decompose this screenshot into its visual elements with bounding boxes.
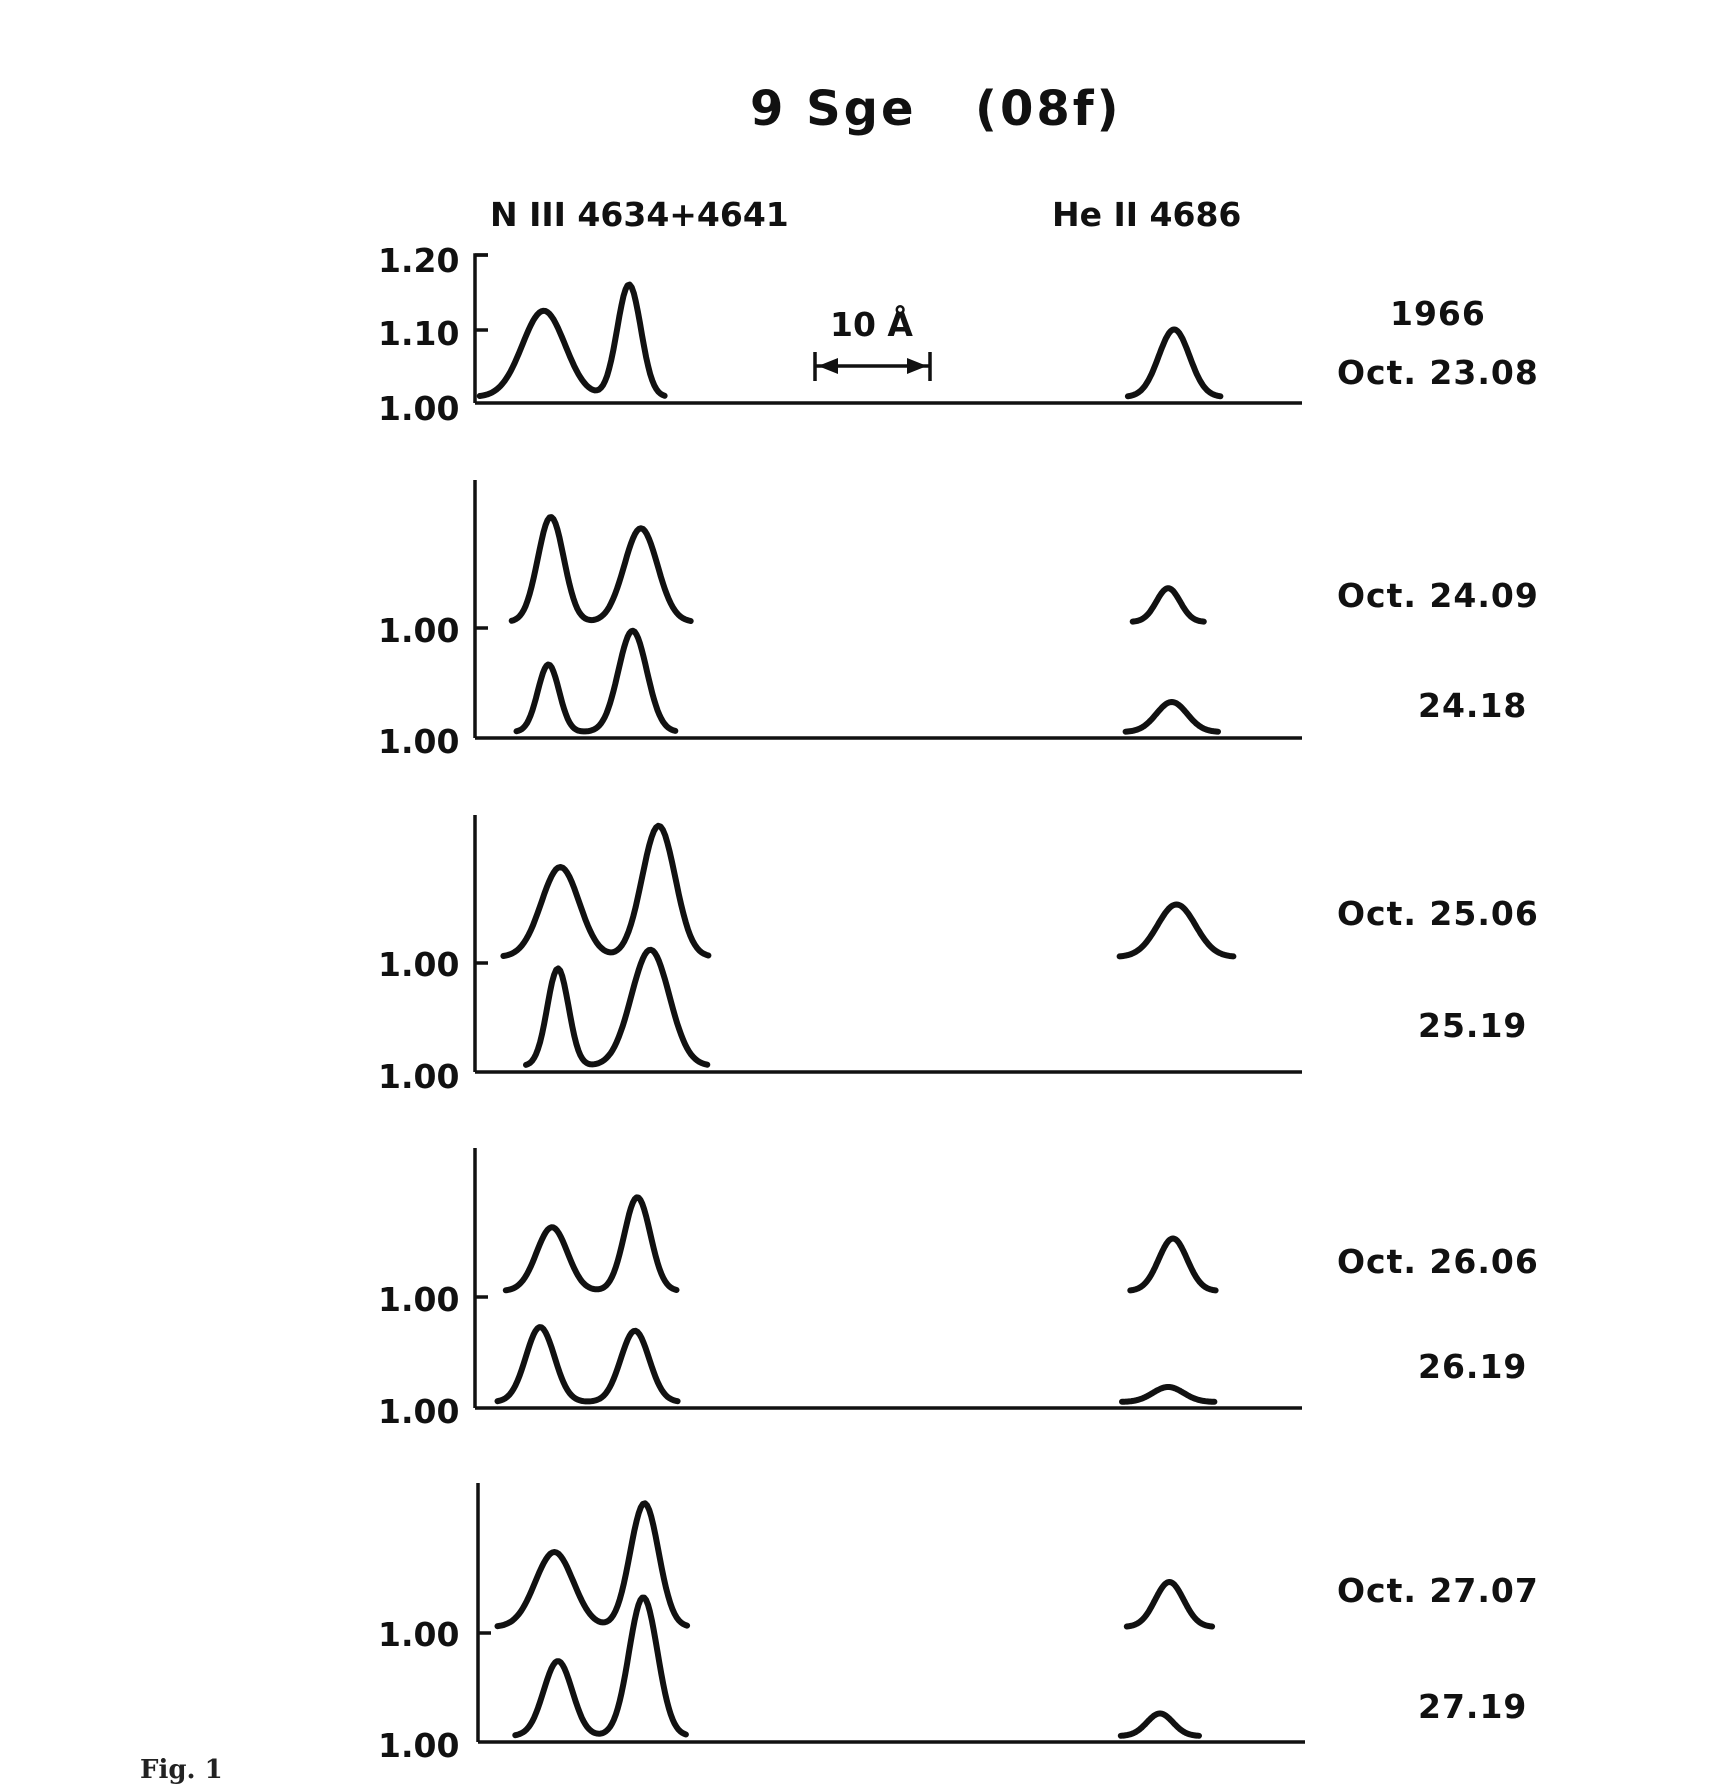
panel-3-tick-label-upper: 1.00 (378, 945, 460, 984)
niii-profile-oct-24-09 (512, 517, 691, 621)
date-label-oct-26-06: Oct. 26.06 (1337, 1242, 1539, 1281)
niii-profile-24-18 (517, 631, 676, 732)
date-label-25-19: 25.19 (1418, 1006, 1528, 1045)
panel-2-tick-label-lower: 1.00 (378, 722, 460, 761)
panel-2-tick-label-upper: 1.00 (378, 611, 460, 650)
niii-profile-oct-23-08 (480, 285, 665, 396)
date-label-27-19: 27.19 (1418, 1687, 1528, 1726)
date-label-24-18: 24.18 (1418, 686, 1528, 725)
niii-profile-26-19 (498, 1327, 678, 1401)
niii-profile-oct-25-06 (503, 826, 708, 956)
date-label-oct-25-06: Oct. 25.06 (1337, 894, 1539, 933)
panel-3-tick-label-lower: 1.00 (378, 1057, 460, 1096)
heii-line-label: He II 4686 (1052, 195, 1242, 234)
date-label-26-19: 26.19 (1418, 1347, 1528, 1386)
heii-profile-oct-25-06 (1120, 905, 1234, 957)
niii-profile-25-19 (526, 950, 707, 1065)
chart-subtitle: (08f) (975, 81, 1122, 137)
scale-bar-label: 10 Å (830, 305, 913, 344)
heii-profile-oct-23-08 (1128, 330, 1221, 397)
heii-profile-27-19 (1121, 1714, 1199, 1736)
date-label-oct-23-08: Oct. 23.08 (1337, 353, 1539, 392)
niii-profile-27-19 (515, 1598, 686, 1736)
scale-bar-right-arrow (907, 358, 927, 374)
heii-profile-26-19 (1122, 1387, 1214, 1402)
heii-profile-24-18 (1126, 702, 1218, 732)
date-label-oct-27-07: Oct. 27.07 (1337, 1571, 1539, 1610)
niii-profile-oct-27-07 (498, 1503, 688, 1626)
panel-5-axes (378, 1483, 1305, 1765)
niii-profile-oct-26-06 (506, 1197, 677, 1290)
date-label-oct-24-09: Oct. 24.09 (1337, 576, 1539, 615)
year-label: 1966 (1390, 294, 1486, 333)
panel-4-tick-label-lower: 1.00 (378, 1392, 460, 1431)
niii-line-label: N III 4634+4641 (490, 195, 789, 234)
panel-1-tick-label-110: 1.10 (378, 314, 460, 353)
scale-bar-left-arrow (818, 358, 838, 374)
chart-title: 9 Sge (750, 81, 917, 137)
panel-5-tick-label-lower: 1.00 (378, 1726, 460, 1765)
panel-1-tick-label-100: 1.00 (378, 389, 460, 428)
heii-profile-oct-24-09 (1133, 588, 1204, 621)
heii-profile-oct-26-06 (1130, 1239, 1215, 1291)
emission-profiles (480, 285, 1234, 1736)
figure-caption: Fig. 1 (140, 1755, 223, 1784)
scale-bar (815, 304, 930, 381)
heii-profile-oct-27-07 (1127, 1582, 1212, 1627)
panel-4-tick-label-upper: 1.00 (378, 1280, 460, 1319)
panel-5-tick-label-upper: 1.00 (378, 1615, 460, 1654)
panel-3-axes (378, 815, 1302, 1096)
panel-1-tick-label-120: 1.20 (378, 241, 460, 280)
